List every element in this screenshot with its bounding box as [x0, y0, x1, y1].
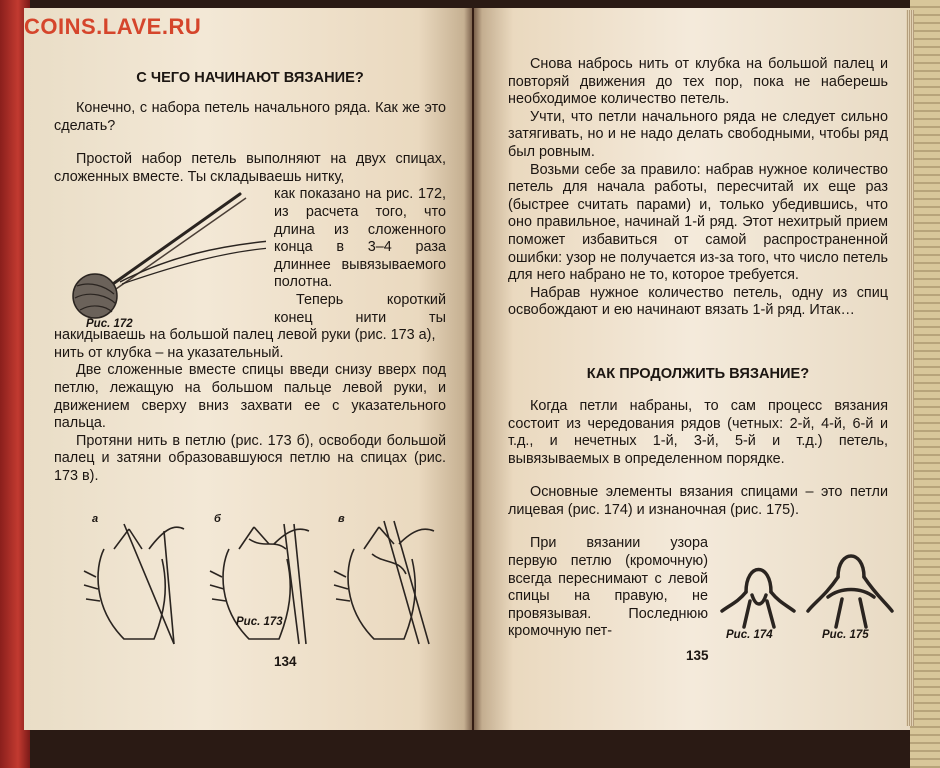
- right-page-number: 135: [686, 648, 709, 663]
- yarn-ball-needles-illustration: [50, 186, 266, 326]
- book-cover-right: [910, 0, 940, 768]
- figures-174-175: [716, 537, 894, 647]
- figure-173-caption: Рис. 173: [236, 616, 283, 628]
- figure-172-caption: Рис. 172: [86, 318, 133, 331]
- left-page-number: 134: [274, 654, 297, 669]
- right-paragraph-1: Снова набрось нить от клубка на большой палец и повторяй движения до тех пор, пока не наберешь необходимое количество петель.: [508, 56, 888, 108]
- right-paragraph-7: При вязании узора первую петлю (кромочную) всегда переснимают с левой спицы на правую, не провязывая. Последнюю кромочную пет-: [508, 535, 708, 640]
- site-watermark: COINS.LAVE.RU: [24, 14, 202, 39]
- left-paragraph-5: нить от клубка – на указательный.: [54, 344, 284, 361]
- left-page: [24, 8, 472, 730]
- left-page-title: С ЧЕГО НАЧИНАЮТ ВЯЗАНИЕ?: [136, 70, 364, 86]
- figure-172: [50, 186, 266, 331]
- figure-173-label-a: а: [92, 513, 99, 526]
- left-paragraph-6: Две сложенные вместе спицы введи снизу вверх под петлю, лежащую на большом пальце левой руки, и движением сверху вниз захвати ее с указательного пальца.: [54, 362, 446, 432]
- left-paragraph-7: Протяни нить в петлю (рис. 173 б), освободи большой палец и затяни образовавшуюся петлю на спицах (рис. 173 в).: [54, 432, 446, 484]
- right-paragraph-4: Набрав нужное количество петель, одну из спиц освобождают и ею начинают вязать 1-й ряд. Итак…: [508, 284, 888, 319]
- figure-175-caption: Рис. 175: [822, 629, 869, 642]
- figure-173-label-c: в: [338, 513, 345, 526]
- right-page-title: КАК ПРОДОЛЖИТЬ ВЯЗАНИЕ?: [586, 365, 810, 382]
- left-paragraph-1: Конечно, с набора петель начального ряда. Как же это сделать?: [54, 100, 446, 134]
- hand-knitting-illustrations: [54, 519, 446, 649]
- stitch-loop-illustrations: [716, 537, 894, 637]
- right-paragraph-5: Когда петли набраны, то сам процесс вязания состоит из чередования рядов (четных: 2-й, 4-й, 6-й и т.д., и нечетных 1-й, 3-й, 5-й и т.д.) петель, вывязываемых в определенном порядке.: [508, 397, 888, 467]
- left-paragraph-3: как показано на рис. 172, из расчета того, что длина из сложенного конца в 3–4 раза длиннее вывязываемого полотна.: [274, 186, 446, 291]
- figure-173-label-b: б: [214, 513, 221, 526]
- left-paragraph-4: Теперь короткий конец нити ты накидываешь на большой палец левой руки (рис. 173 а),: [54, 291, 446, 344]
- figure-173: [54, 513, 446, 653]
- right-page: [474, 8, 910, 730]
- page-edges: [906, 10, 914, 726]
- figure-174-caption: Рис. 174: [726, 629, 773, 642]
- right-paragraph-2: Учти, что петли начального ряда не следует сильно затягивать, но и не надо делать свободными, чтобы ряд был ровным.: [508, 108, 888, 160]
- right-paragraph-6: Основные элементы вязания спицами – это петли лицевая (рис. 174) и изнаночная (рис. 175).: [508, 484, 888, 518]
- left-paragraph-2: Простой набор петель выполняют на двух спицах, сложенных вместе. Ты складываешь нитку,: [54, 151, 446, 185]
- right-paragraph-3: Возьми себе за правило: набрав нужное количество петель для начала работы, пересчитай их еще раз (быстрее считать парами) и, только убедившись, что оно правильное, начинай 1-й ряд. Этот нехитрый прием поможет избавиться от самой распространенной ошибки: узор не получается из-за того, что число петель для него набрано не то, которое требуется.: [508, 161, 888, 284]
- book-gutter: [464, 8, 482, 730]
